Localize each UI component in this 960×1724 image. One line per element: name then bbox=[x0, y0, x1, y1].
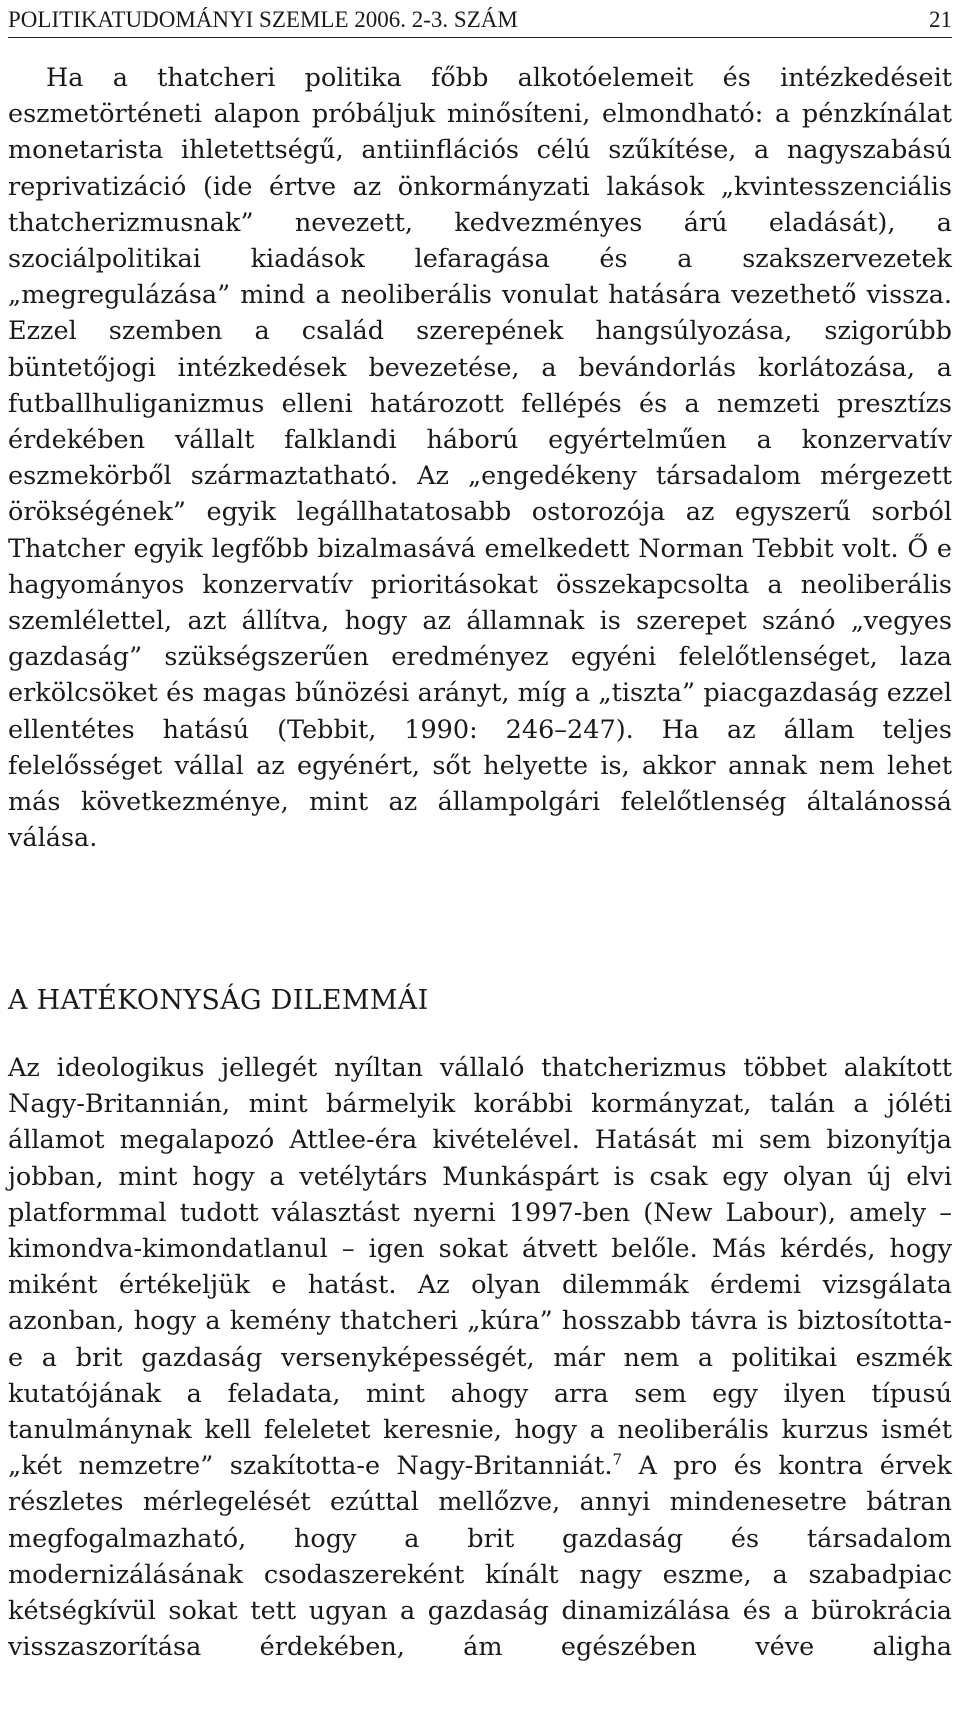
section-body-2 bbox=[8, 1050, 952, 1665]
footnote-ref[interactable]: 7 bbox=[612, 1450, 623, 1469]
running-header bbox=[8, 4, 952, 38]
page-number: 21 bbox=[929, 7, 952, 32]
paragraph bbox=[8, 1050, 952, 1665]
section-heading: A HATÉKONYSÁG DILEMMÁI bbox=[8, 985, 429, 1016]
section-body-1 bbox=[8, 60, 952, 856]
paragraph-text: Az ideologikus jellegét nyíltan vállaló thatcherizmus többet alakított Nagy-Britannián, mint bármelyik korábbi kormányzat, talán a jóléti államot megalapozó Attlee-éra kivételével. Hatását mi sem bizonyítja jobban, mint hogy a vetélytárs Munkáspárt is csak egy olyan új elvi platformmal tudott választást nyerni 1997-ben (New Labour), amely – kimondva-kimondatlanul – igen sokat átvett belőle. Más kérdés, hogy miként értékeljük e hatást. Az olyan dilemmák érdemi vizsgálata azonban, hogy a kemény thatcheri „kúra” hosszabb távra is biztosította-e a brit gazdaság versenyképességét, már nem a politikai eszmék kutatójának a feladata, mint ahogy arra sem egy ilyen típusú tanulmánynak kell feleletet keresnie, hogy a neoliberális kurzus ismét „két nemzetre” szakította-e Nagy-Britanniát. bbox=[8, 1053, 952, 1482]
paragraph-text: A pro és kontra érvek részletes mérlegelését ezúttal mellőzve, annyi mindenesetre bátran megfogalmazható, hogy a brit gazdaság és társadalom modernizálásának csodaszereként kínált nagy eszme, a szabadpiac kétségkívül sokat tett ugyan a gazdaság dinamizálása és a bürokrácia visszaszorítása érdekében, ám egészében véve aligha bbox=[8, 1451, 953, 1663]
paragraph: Ha a thatcheri politika főbb alkotóelemeit és intézkedéseit eszmetörténeti alapon próbáljuk minősíteni, elmondható: a pénzkínálat monetarista ihletettségű, antiinflációs célú szűkítése, a nagyszabású reprivatizáció (ide értve az önkormányzati lakások „kvintesszenciális thatcherizmusnak” nevezett, kedvezményes árú eladását), a szociálpolitikai kiadások lefaragása és a szakszervezetek „megregulázása” mind a neoliberális vonulat hatására vezethető vissza. Ezzel szemben a család szerepének hangsúlyozása, szigorúbb büntetőjogi intézkedések bevezetése, a bevándorlás korlátozása, a futballhuliganizmus elleni határozott fellépés és a nemzeti presztízs érdekében vállalt falklandi háború egyértelműen a konzervatív eszmekörből származtatható. Az „engedékeny társadalom mérgezett örökségének” egyik legállhatatosabb ostorozója az egyszerű sorból Thatcher egyik legfőbb bizalmasává emelkedett Norman Tebbit volt. Ő e hagyományos konzervatív prioritásokat összekapcsolta a neoliberális szemlélettel, azt állítva, hogy az államnak is szerepet szánó „vegyes gazdaság” szükségszerűen eredményez egyéni felelőtlenséget, laza erkölcsöket és magas bűnözési arányt, míg a „tiszta” piacgazdaság ezzel ellentétes hatású (Tebbit, 1990: 246–247). Ha az állam teljes felelősséget vállal az egyénért, sőt helyette is, akkor annak nem lehet más következménye, mint az állampolgári felelőtlenség általánossá válása. bbox=[8, 63, 952, 854]
journal-title: POLITIKATUDOMÁNYI SZEMLE 2006. 2-3. SZÁM bbox=[8, 7, 518, 32]
